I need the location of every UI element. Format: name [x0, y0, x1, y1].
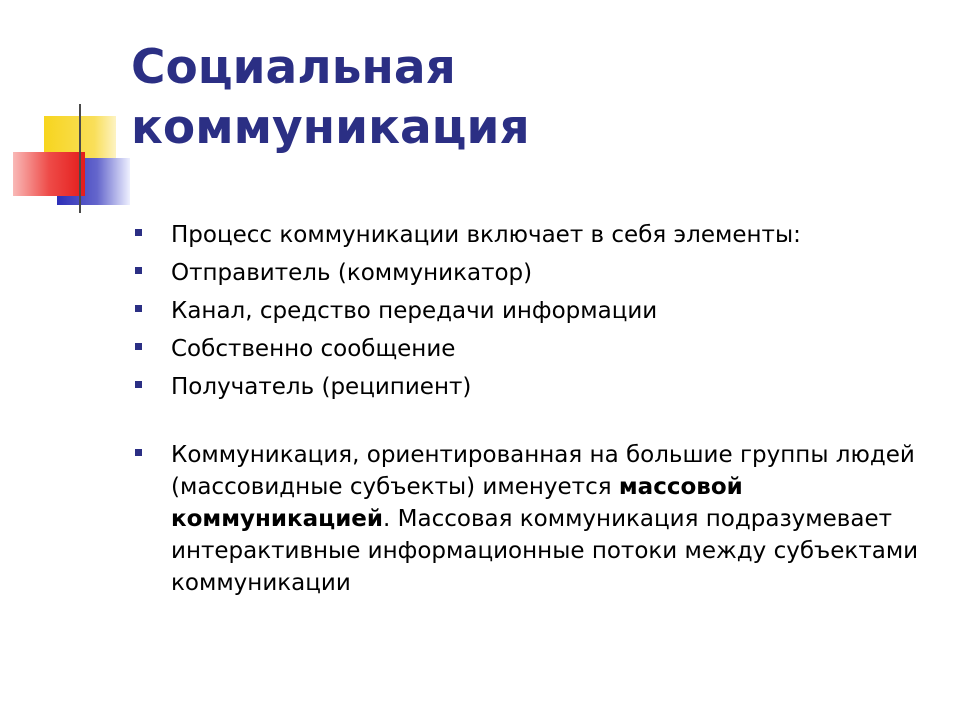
square-bullet-icon [135, 449, 142, 456]
title-line-1: Социальная [131, 40, 456, 95]
bullet-text: Получатель (реципиент) [171, 374, 472, 400]
square-bullet-icon [135, 229, 142, 236]
title-line-2: коммуникация [131, 100, 530, 155]
bullet-text: Канал, средство передачи информации [171, 298, 658, 324]
paragraph-line-2 [171, 471, 932, 503]
paragraph-line-1: Коммуникация, ориентированная на большие группы людей [171, 442, 915, 468]
bullet-item [132, 219, 932, 257]
slide-title [131, 38, 530, 158]
mass-communication-paragraph [132, 439, 932, 599]
slide-body [132, 219, 932, 599]
bullet-item [132, 333, 932, 371]
bullet-item [132, 295, 932, 333]
paragraph-line-5: коммуникации [171, 570, 351, 596]
paragraph-line-3 [171, 503, 932, 535]
bullet-text: Отправитель (коммуникатор) [171, 260, 533, 286]
bullet-item [132, 371, 932, 409]
paragraph-line-4: интерактивные информационные потоки между субъектами [171, 538, 919, 564]
bold-term-kommunikatsiey: коммуникацией [171, 506, 384, 532]
paragraph-text: (массовидные субъекты) именуется [171, 474, 619, 500]
bullet-list [132, 219, 932, 409]
square-bullet-icon [135, 267, 142, 274]
square-bullet-icon [135, 305, 142, 312]
paragraph-text: . Массовая коммуникация подразумевает [383, 506, 892, 532]
square-bullet-icon [135, 381, 142, 388]
bullet-text: Собственно сообщение [171, 336, 456, 362]
bold-term-massovoy: массовой [618, 474, 743, 500]
bullet-item [132, 257, 932, 295]
bullet-text: Процесс коммуникации включает в себя элементы: [171, 222, 801, 248]
square-bullet-icon [135, 343, 142, 350]
